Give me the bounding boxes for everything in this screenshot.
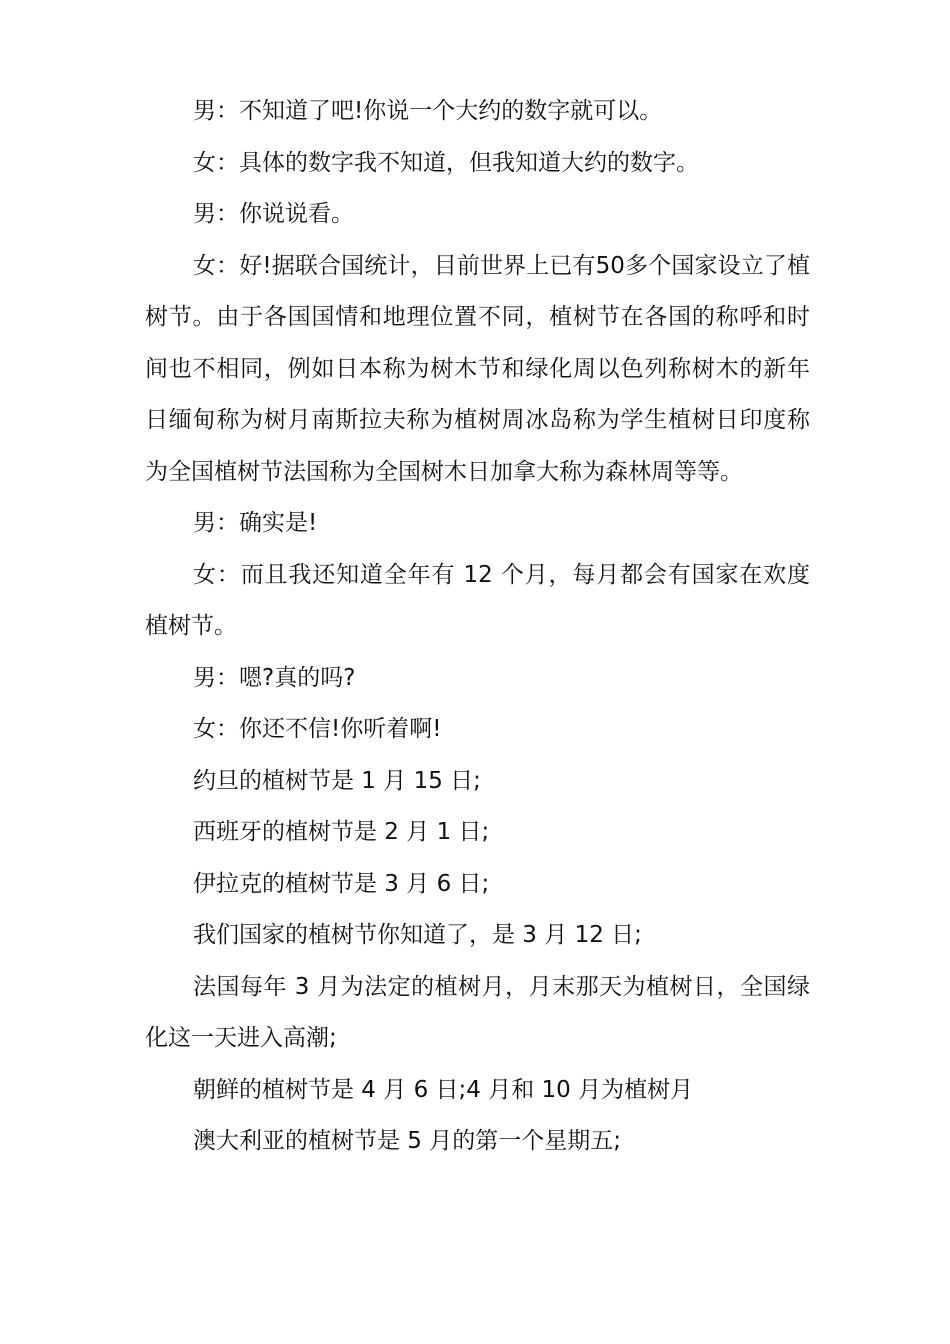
paragraph: 澳大利亚的植树节是 5 月的第一个星期五;	[193, 1128, 622, 1154]
paragraph: 女：你还不信!你听着啊!	[193, 716, 442, 742]
paragraph: 约旦的植树节是 1 月 15 日;	[193, 767, 481, 794]
paragraph: 女：好!据联合国统计，目前世界上已有50多个国家设立了植树节。由于各国国情和地理位置不同，植树节在各国的称呼和时间也不相同，例如日本称为树木节和绿化周以色列称树木的新年日缅甸称为树月南斯拉夫称为植树周冰岛称为学生植树日印度称为全国植树节法国称为全国树木日加拿大称为森林周等等。	[145, 252, 810, 485]
paragraph: 伊拉克的植树节是 3 月 6 日;	[193, 870, 490, 897]
document-body	[145, 86, 810, 1168]
paragraph: 男：嗯?真的吗?	[193, 664, 356, 691]
paragraph: 我们国家的植树节你知道了，是 3 月 12 日;	[193, 922, 642, 948]
paragraph: 女：具体的数字我不知道，但我知道大约的数字。	[193, 149, 699, 176]
paragraph: 法国每年 3 月为法定的植树月，月末那天为植树日，全国绿化这一天进入高潮;	[145, 973, 810, 1051]
paragraph: 朝鲜的植树节是 4 月 6 日;4 月和 10 月为植树月	[193, 1076, 694, 1103]
paragraph: 西班牙的植树节是 2 月 1 日;	[193, 819, 490, 845]
paragraph: 男：确实是!	[193, 510, 318, 536]
paragraph: 男：不知道了吧!你说一个大约的数字就可以。	[193, 98, 663, 124]
paragraph: 男：你说说看。	[193, 201, 354, 227]
paragraph: 女：而且我还知道全年有 12 个月，每月都会有国家在欢度植树节。	[145, 561, 810, 639]
